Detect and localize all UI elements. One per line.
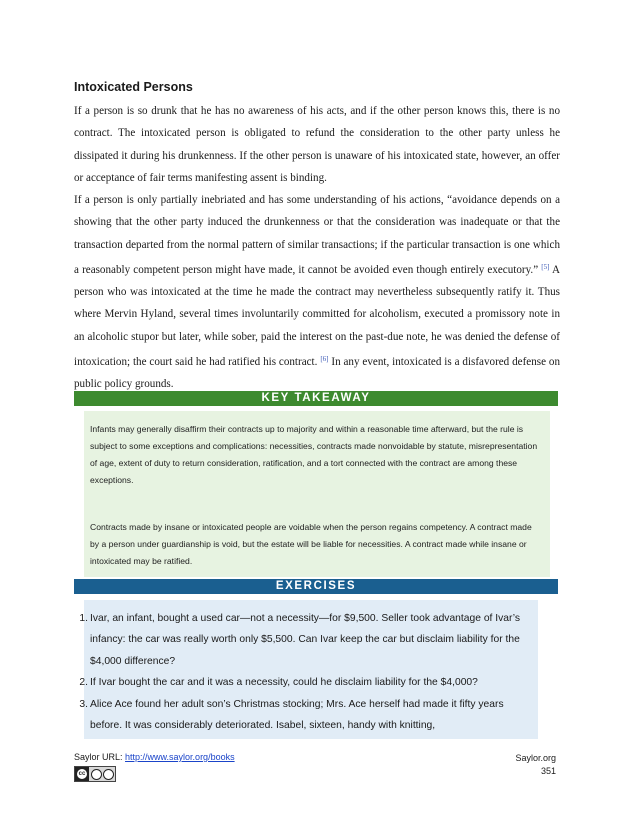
exercise-text: Ivar, an infant, bought a used car—not a necessity—for $9,500. Seller took advantage of Ivar’s infancy: the car was really worth only $5,500. Can Ivar keep the car but disclaim liability for the $4,000 difference? bbox=[90, 613, 521, 667]
paragraph-partial-inebriation bbox=[74, 189, 560, 396]
paragraph-intoxication-awareness: If a person is so drunk that he has no awareness of his acts, and if the other person knows this, there is no contract. The intoxicated person is obligated to refund the consideration to the other party unless he dissipated it during his drunkenness. If the other person is unaware of his intoxicated state, however, an offer or acceptance of fair terms manifesting assent is binding. bbox=[74, 105, 560, 184]
exercises-box bbox=[79, 600, 538, 739]
paragraph-text: In any event, intoxicated is a disfavored defense on public policy grounds. bbox=[74, 356, 560, 391]
footnote-ref-5[interactable]: [5] bbox=[541, 262, 550, 271]
footer-source bbox=[74, 752, 235, 762]
paragraph-text: A person who was intoxicated at the time he made the contract may nevertheless subsequently ratify it. Thus where Mervin Hyland, several times involuntarily committed for alcoholism, executed a promissory note in an alcoholic stupor but later, while sober, paid the interest on the past-due note, he was denied the defense of intoxication; the court said he had ratified his contract. bbox=[74, 263, 560, 369]
by-attribution-icon bbox=[91, 769, 102, 780]
exercise-text: Alice Ace found her adult son’s Christmas stocking; Mrs. Ace herself had made it fifty years before. It was considerably deteriorated. Isabel, sixteen, handy with knitting, bbox=[90, 699, 504, 732]
section-heading: Intoxicated Persons bbox=[74, 80, 193, 94]
page-number: 351 bbox=[540, 766, 556, 776]
footnote-ref-6[interactable]: [6] bbox=[320, 355, 329, 364]
key-takeaway-box bbox=[84, 411, 550, 577]
cc-badge-left bbox=[75, 767, 89, 781]
creative-commons-license-icon[interactable] bbox=[74, 766, 116, 782]
footer-url-label: Saylor URL: bbox=[74, 752, 123, 762]
footer-page-info bbox=[515, 752, 556, 778]
exercise-number: 2. bbox=[79, 677, 88, 688]
key-takeaway-paragraph: Contracts made by insane or intoxicated people are voidable when the person regains competency. A contract made by a person under guardianship is void, but the estate will be liable for necessities. A contract made while insane or intoxicated may be ratified. bbox=[90, 522, 532, 566]
exercise-number: 1. bbox=[79, 613, 88, 624]
exercises-banner: EXERCISES bbox=[74, 579, 558, 594]
key-takeaway-paragraph: Infants may generally disaffirm their contracts up to majority and within a reasonable time afterward, but the rule is subject to some exceptions and complications: necessities, contracts made nonvoidable by statute, misrepresentation of age, extent of duty to return consideration, ratification, and a tort connected with the contract are among these exceptions. bbox=[90, 424, 538, 485]
footer-url-link[interactable]: http://www.saylor.org/books bbox=[125, 752, 235, 762]
exercise-number: 3. bbox=[79, 699, 88, 710]
cc-logo-icon: cc bbox=[76, 768, 88, 780]
exercise-text: If Ivar bought the car and it was a necessity, could he disclaim liability for the $4,000? bbox=[90, 677, 478, 688]
footer-site: Saylor.org bbox=[515, 753, 556, 763]
key-takeaway-banner: KEY TAKEAWAY bbox=[74, 391, 558, 406]
noncommercial-icon bbox=[103, 769, 114, 780]
paragraph-text: If a person is only partially inebriated and has some understanding of his actions, “avoidance depends on a showing that the other party induced the drunkenness or that the consideration was inadequate or that the transaction departed from the normal pattern of similar transactions; if the particular transaction is one which a reasonably competent person might have made, it cannot be avoided even though entirely executory.” bbox=[74, 194, 560, 276]
